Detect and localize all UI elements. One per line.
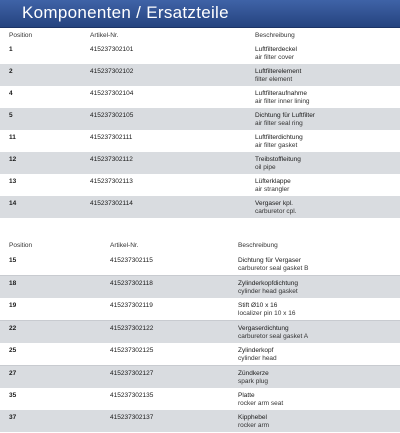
cell-article: 415237302118 [110, 280, 153, 287]
cell-position: 19 [9, 302, 17, 309]
cell-position: 37 [9, 414, 17, 421]
table-row [0, 253, 400, 276]
table-row [0, 321, 400, 343]
cell-description: Zündkerze spark plug [238, 370, 269, 385]
cell-article: 415237302137 [110, 414, 154, 421]
table-row [0, 152, 400, 174]
cell-description: Dichtung für Vergaser carburetor seal gasket B [238, 257, 309, 272]
cell-article: 415237302114 [90, 200, 133, 207]
cell-article: 415237302104 [90, 90, 134, 97]
cell-description: Treibstoffleitung oil pipe [255, 156, 301, 171]
cell-position: 15 [9, 257, 17, 264]
cell-position: 1 [9, 46, 13, 53]
table-row [0, 366, 400, 388]
cell-position: 5 [9, 112, 13, 119]
cell-position: 12 [9, 156, 17, 163]
cell-article: 415237302111 [90, 134, 133, 141]
cell-article: 415237302125 [110, 347, 154, 354]
header-position: Position [9, 242, 33, 249]
table-row [0, 196, 400, 218]
table-row [0, 42, 400, 64]
cell-position: 11 [9, 134, 16, 141]
cell-position: 25 [9, 347, 17, 354]
header-position: Position [9, 32, 33, 39]
cell-description: Dichtung für Luftfilter air filter seal ring [255, 112, 315, 127]
table-row [0, 298, 400, 321]
table-row [0, 64, 400, 86]
cell-article: 415237302113 [90, 178, 133, 185]
cell-description: Luftfilterdichtung air filter gasket [255, 134, 303, 149]
page-title: Komponenten / Ersatzteile [22, 3, 229, 22]
table2-header [0, 240, 400, 253]
cell-description: Stift Ø10 x 16 localizer pin 10 x 16 [238, 302, 296, 317]
cell-article: 415237302105 [90, 112, 134, 119]
cell-position: 22 [9, 325, 17, 332]
cell-article: 415237302112 [90, 156, 133, 163]
cell-description: Luftfilteraufnahme air filter inner lining [255, 90, 310, 105]
cell-description: Vergaser kpl. carburetor cpl. [255, 200, 297, 215]
cell-position: 18 [9, 280, 17, 287]
cell-description: Lüfterklappe air strangler [255, 178, 291, 193]
cell-description: Platte rocker arm seat [238, 392, 284, 407]
cell-position: 35 [9, 392, 17, 399]
cell-article: 415237302101 [90, 46, 134, 53]
cell-article: 415237302135 [110, 392, 154, 399]
cell-position: 13 [9, 178, 17, 185]
table-row [0, 410, 400, 432]
title-banner [0, 0, 400, 28]
cell-article: 415237302102 [90, 68, 134, 75]
cell-article: 415237302119 [110, 302, 153, 309]
cell-description: Luftfilterelement filter element [255, 68, 302, 83]
table-row [0, 388, 400, 411]
cell-description: Vergaserdichtung carburetor seal gasket A [238, 325, 309, 340]
cell-description: Zylinderkopfdichtung cylinder head gasket [238, 280, 298, 295]
cell-description: Kipphebel rocker arm [238, 414, 270, 429]
table-row [0, 174, 400, 196]
cell-position: 2 [9, 68, 13, 75]
cell-position: 14 [9, 200, 17, 207]
table-row [0, 276, 400, 298]
table-row [0, 343, 400, 366]
table-row [0, 130, 400, 152]
cell-position: 27 [9, 370, 17, 377]
header-article: Artikel-Nr. [110, 242, 139, 249]
cell-position: 4 [9, 90, 13, 97]
header-article: Artikel-Nr. [90, 32, 119, 39]
table-row [0, 86, 400, 108]
cell-description: Zylinderkopf cylinder head [238, 347, 277, 362]
cell-article: 415237302122 [110, 325, 154, 332]
cell-article: 415237302115 [110, 257, 153, 264]
cell-description: Luftfilterdeckel air filter cover [255, 46, 297, 61]
cell-article: 415237302127 [110, 370, 154, 377]
header-description: Beschreibung [255, 32, 295, 39]
header-description: Beschreibung [238, 242, 278, 249]
table-row [0, 108, 400, 130]
